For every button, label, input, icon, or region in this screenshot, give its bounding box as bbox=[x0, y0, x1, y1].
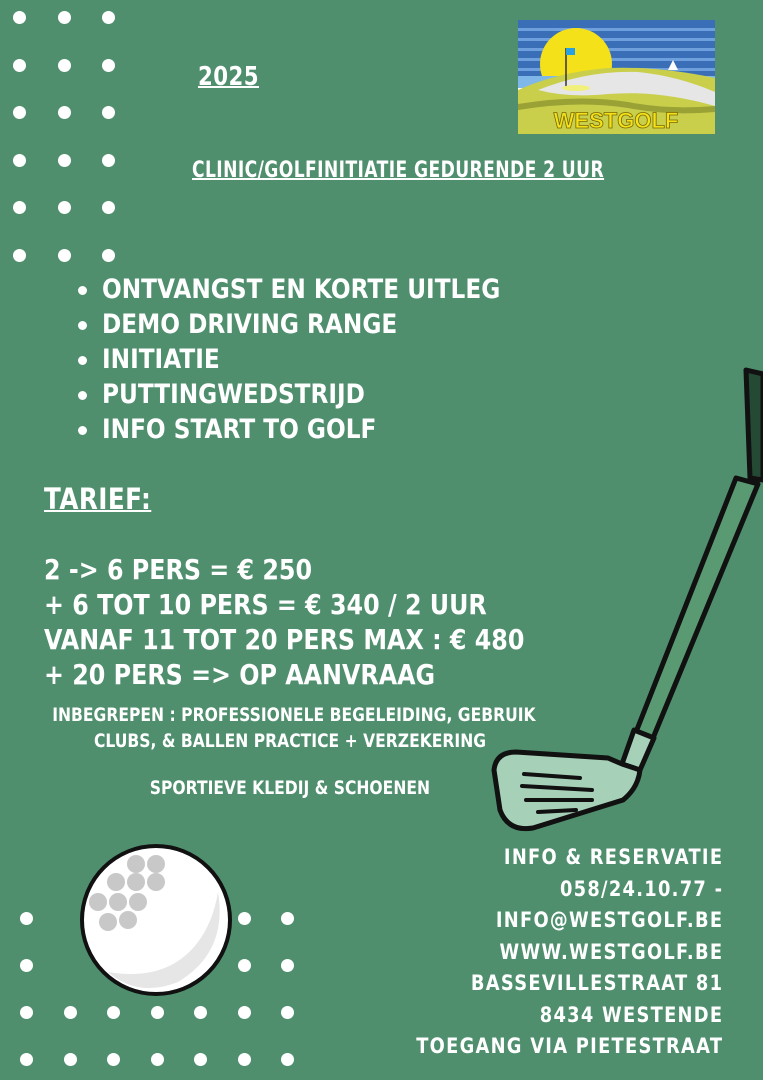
decorative-dot bbox=[13, 59, 26, 72]
contact-heading: INFO & RESERVATIE bbox=[503, 845, 723, 869]
bullet-icon bbox=[78, 286, 87, 295]
decorative-dot bbox=[238, 959, 251, 972]
city-address: 8434 WESTENDE bbox=[539, 1002, 723, 1027]
decorative-dot bbox=[102, 154, 115, 167]
decorative-dot bbox=[102, 249, 115, 262]
decorative-dot bbox=[13, 154, 26, 167]
decorative-dot bbox=[151, 1053, 164, 1066]
decorative-dot bbox=[102, 106, 115, 119]
contact-info bbox=[362, 842, 723, 1063]
decorative-dot bbox=[58, 201, 71, 214]
decorative-dot bbox=[102, 201, 115, 214]
bullet-icon bbox=[78, 391, 87, 400]
decorative-dot bbox=[58, 106, 71, 119]
logo-wordmark: WESTGOLF bbox=[553, 108, 679, 133]
price-line: 2 -> 6 PERS = € 250 bbox=[44, 553, 313, 586]
list-item: PUTTINGWEDSTRIJD bbox=[74, 377, 565, 412]
golf-club-illustration bbox=[488, 360, 763, 840]
decorative-dot bbox=[107, 1053, 120, 1066]
included-line: INBEGREPEN : PROFESSIONELE BEGELEIDING, GEBRUIK bbox=[52, 704, 536, 726]
included-line: CLUBS, & BALLEN PRACTICE + VERZEKERING bbox=[93, 730, 487, 752]
bullet-icon bbox=[78, 356, 87, 365]
decorative-dot bbox=[194, 1006, 207, 1019]
decorative-dot bbox=[64, 1053, 77, 1066]
decorative-dot bbox=[281, 1006, 294, 1019]
bullet-icon bbox=[78, 426, 87, 435]
decorative-dot bbox=[281, 1053, 294, 1066]
decorative-dot bbox=[58, 249, 71, 262]
phone-number: 058/24.10.77 - bbox=[559, 876, 723, 901]
decorative-dot bbox=[64, 1006, 77, 1019]
year-heading: 2025 bbox=[198, 62, 259, 92]
list-item: DEMO DRIVING RANGE bbox=[74, 307, 565, 342]
price-line: + 6 TOT 10 PERS = € 340 / 2 UUR bbox=[44, 588, 487, 621]
decorative-dot bbox=[20, 1006, 33, 1019]
tarief-heading: TARIEF: bbox=[44, 482, 152, 516]
decorative-dot bbox=[58, 154, 71, 167]
decorative-dot bbox=[13, 106, 26, 119]
list-item: ONTVANGST EN KORTE UITLEG bbox=[74, 272, 565, 307]
subtitle-heading: CLINIC/GOLFINITIATIE GEDURENDE 2 UUR bbox=[192, 158, 605, 183]
decorative-dot bbox=[107, 1006, 120, 1019]
westgolf-logo bbox=[518, 20, 715, 134]
decorative-dot bbox=[238, 912, 251, 925]
price-line: VANAF 11 TOT 20 PERS MAX : € 480 bbox=[44, 623, 525, 656]
list-item: INITIATIE bbox=[74, 342, 565, 377]
price-line: + 20 PERS => OP AANVRAAG bbox=[44, 658, 436, 691]
bullet-icon bbox=[78, 321, 87, 330]
decorative-dot bbox=[13, 249, 26, 262]
decorative-dot bbox=[102, 11, 115, 24]
street-address: BASSEVILLESTRAAT 81 bbox=[470, 971, 723, 995]
decorative-dot bbox=[13, 201, 26, 214]
decorative-dot bbox=[58, 11, 71, 24]
access-note: TOEGANG VIA PIETESTRAAT bbox=[415, 1034, 723, 1058]
decorative-dot bbox=[20, 959, 33, 972]
decorative-dot bbox=[238, 1053, 251, 1066]
email-address: INFO@WESTGOLF.BE bbox=[495, 908, 723, 932]
decorative-dot bbox=[20, 912, 33, 925]
decorative-dot bbox=[194, 1053, 207, 1066]
list-item: INFO START TO GOLF bbox=[74, 412, 565, 447]
decorative-dot bbox=[20, 1053, 33, 1066]
decorative-dot bbox=[58, 59, 71, 72]
decorative-dot bbox=[102, 59, 115, 72]
decorative-dot bbox=[151, 1006, 164, 1019]
golf-ball-illustration bbox=[78, 842, 234, 998]
decorative-dot bbox=[281, 912, 294, 925]
website-url: WWW.WESTGOLF.BE bbox=[499, 939, 723, 964]
dress-code-text: SPORTIEVE KLEDIJ & SCHOENEN bbox=[149, 777, 431, 799]
decorative-dot bbox=[13, 11, 26, 24]
decorative-dot bbox=[238, 1006, 251, 1019]
decorative-dot bbox=[281, 959, 294, 972]
